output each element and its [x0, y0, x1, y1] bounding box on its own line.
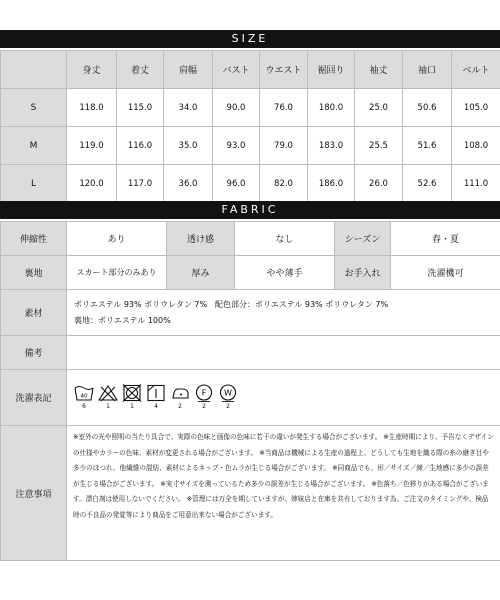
size-value: 120.0 — [67, 165, 117, 203]
size-label: L — [1, 165, 67, 203]
size-value: 111.0 — [452, 165, 500, 203]
size-value: 115.0 — [117, 89, 164, 127]
line-dry-shade-icon — [146, 384, 166, 402]
material-label: 素材 — [1, 290, 67, 336]
size-value: 180.0 — [308, 89, 355, 127]
size-value: 105.0 — [452, 89, 500, 127]
season-label: シーズン — [335, 222, 391, 256]
size-col-header: 身丈 — [67, 51, 117, 89]
wash-number: 1 — [130, 403, 134, 410]
notes-label: 注意事項 — [1, 426, 67, 561]
wash-number: 1 — [106, 403, 110, 410]
no-bleach-icon — [98, 384, 118, 402]
size-corner-cell — [1, 51, 67, 89]
wash-tub-40-icon — [74, 384, 94, 402]
care-label: お手入れ — [335, 256, 391, 290]
size-value: 79.0 — [260, 127, 308, 165]
thickness-value: やや薄手 — [235, 256, 335, 290]
remarks-label: 備考 — [1, 336, 67, 370]
size-value: 183.0 — [308, 127, 355, 165]
wash-symbols-cell — [67, 370, 500, 426]
size-value: 119.0 — [67, 127, 117, 165]
size-value: 50.6 — [403, 89, 452, 127]
material-line-2: 裏地：ポリエステル 100% — [74, 315, 171, 325]
fabric-row-lining — [1, 256, 500, 290]
wash-symbol — [146, 384, 166, 411]
size-value: 90.0 — [213, 89, 260, 127]
size-value: 51.6 — [403, 127, 452, 165]
wet-clean-w-icon — [218, 384, 238, 402]
sheer-label: 透け感 — [167, 222, 235, 256]
wash-number: 2 — [178, 403, 182, 410]
stretch-label: 伸縮性 — [1, 222, 67, 256]
fabric-section-title: FABRIC — [221, 203, 279, 216]
size-row-s — [1, 89, 500, 127]
size-row-l — [1, 165, 500, 203]
wash-number: 6 — [82, 403, 86, 410]
size-col-header: 裾回り — [308, 51, 355, 89]
fabric-row-wash — [1, 370, 500, 426]
size-label: M — [1, 127, 67, 165]
size-header-row — [1, 51, 500, 89]
wash-label: 洗濯表記 — [1, 370, 67, 426]
size-value: 118.0 — [67, 89, 117, 127]
sheer-value: なし — [235, 222, 335, 256]
size-value: 35.0 — [164, 127, 213, 165]
fabric-row-remarks — [1, 336, 500, 370]
wash-number: 4 — [154, 403, 158, 410]
svg-text:F: F — [201, 388, 207, 398]
size-value: 26.0 — [355, 165, 403, 203]
size-value: 25.5 — [355, 127, 403, 165]
fabric-row-material — [1, 290, 500, 336]
fabric-table — [0, 221, 500, 561]
size-value: 96.0 — [213, 165, 260, 203]
size-col-header: 着丈 — [117, 51, 164, 89]
notes-text: ※室外の光や照明の当たり具合で、実際の色味と画像の色味に若干の違いが発生する場合がございます。 ※生産時期により、予告なくデザインの仕様やカラーの色味、素材が変更される場合がございます。 ※当商品は機械による生産の過程上、どうしても生地を織る際の糸の継ぎ目や多少のほつれ、他繊維の混紡、素材によるネップ・色ムラが生じる場合がございます。 ※同商品でも、形／サイズ／締／生地感に多少の誤差が生じる場合がございます。 ※実寸サイズを測っているため多少の誤差が生じる場合がございます。 ※色落ち／色移りがある場合がございます。漂白剤は使用しないでください。 ※管理には万全を期していますが、姉妹店と在庫を共有しております為、ご注文のタイミングや、検品時の不良品の発覚等により商品をご用意出来ない場合がございます。 — [67, 426, 500, 561]
size-col-header: 袖口 — [403, 51, 452, 89]
material-value — [67, 290, 500, 336]
dry-clean-f-icon — [194, 384, 214, 402]
material-line-1: ポリエステル 93% ポリウレタン 7% 配色部分：ポリエステル 93% ポリウレタン 7% — [74, 299, 389, 309]
thickness-label: 厚み — [167, 256, 235, 290]
wash-number: 2 — [226, 403, 230, 410]
iron-low-icon — [170, 384, 190, 402]
size-value: 93.0 — [213, 127, 260, 165]
wash-symbol — [170, 384, 190, 411]
size-table — [0, 50, 500, 203]
size-value: 82.0 — [260, 165, 308, 203]
svg-text:W: W — [224, 388, 232, 398]
wash-symbols — [67, 384, 500, 411]
size-label: S — [1, 89, 67, 127]
care-value: 洗濯機可 — [391, 256, 500, 290]
no-tumble-dry-icon — [122, 384, 142, 402]
lining-value: スカート部分のみあり — [67, 256, 167, 290]
size-value: 52.6 — [403, 165, 452, 203]
wash-symbol — [122, 384, 142, 411]
size-value: 25.0 — [355, 89, 403, 127]
size-col-header: ベルト — [452, 51, 500, 89]
size-value: 76.0 — [260, 89, 308, 127]
lining-label: 裏地 — [1, 256, 67, 290]
size-value: 36.0 — [164, 165, 213, 203]
size-col-header: 肩幅 — [164, 51, 213, 89]
wash-symbol — [74, 384, 94, 411]
size-value: 186.0 — [308, 165, 355, 203]
fabric-row-stretch — [1, 222, 500, 256]
svg-text:40: 40 — [80, 393, 88, 400]
size-col-header: 袖丈 — [355, 51, 403, 89]
size-value: 108.0 — [452, 127, 500, 165]
wash-symbol — [218, 384, 238, 411]
wash-symbol — [98, 384, 118, 411]
wash-number: 2 — [202, 403, 206, 410]
size-col-header: ウエスト — [260, 51, 308, 89]
size-section-bar — [0, 30, 500, 48]
size-value: 34.0 — [164, 89, 213, 127]
wash-symbol — [194, 384, 214, 411]
fabric-section-bar — [0, 201, 500, 219]
stretch-value: あり — [67, 222, 167, 256]
size-section-title: SIZE — [231, 32, 269, 45]
season-value: 春・夏 — [391, 222, 500, 256]
size-row-m — [1, 127, 500, 165]
size-value: 117.0 — [117, 165, 164, 203]
remarks-value — [67, 336, 500, 370]
fabric-row-notes — [1, 426, 500, 561]
size-col-header: バスト — [213, 51, 260, 89]
size-value: 116.0 — [117, 127, 164, 165]
